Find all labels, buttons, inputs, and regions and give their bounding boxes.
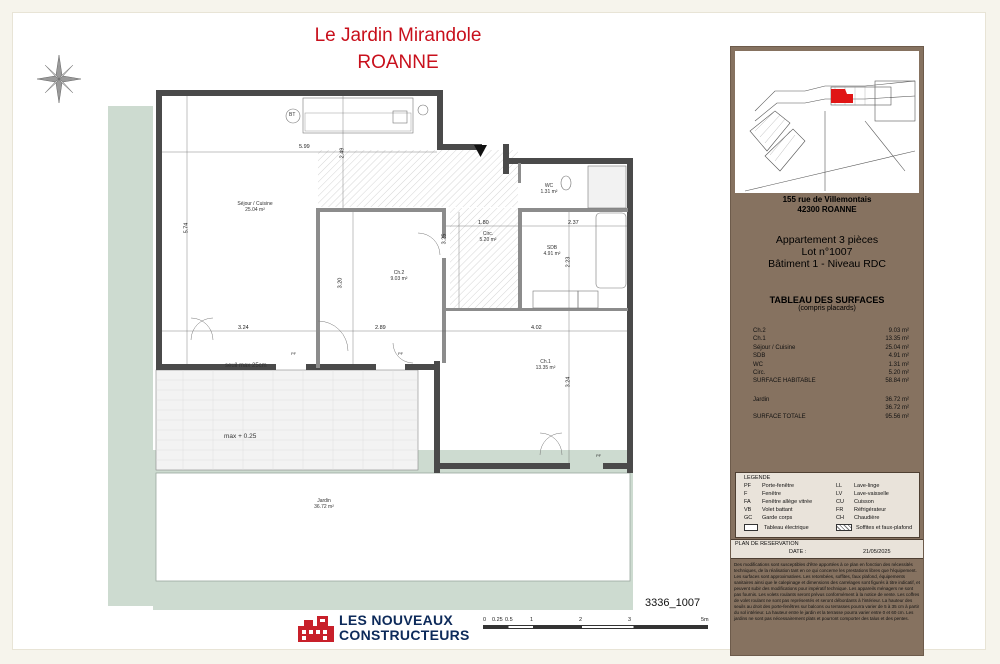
disclaimer-notes: Des modifications sont susceptibles d'être apportées à ce plan en fonction des nécessités techniques, de la réalisation tant en ce qui concerne les prestations libres que l'équipement. Les surfaces sont approximatives. Les retombées, soffites, faux plafond, équipements sanitaires ainsi que le calepinage et dimensions des carrelages sont figurés à titre indicatif, et peuvent subir des modifications pour impératif technique. Les appareils ménagers ne sont pas fournis. Les volets roulants seront prévus conformément à la notice de vente. Les coffres de volet roulant ne sont pas représentés et seront débordants à l'intérieur. La hauteur des seuils au droit des porte-fenêtres sur balcons ou terrasses pourra varier de 5 à 35 cm à partir du sol intérieur. La hauteur entre le jardin et la terrasse pourra varier entre 0 et 60 cm. Les jardins ne sont pas nécessairement plats et pourront comporter des talus et des pentes. — [734, 562, 920, 621]
legend-item: PF Porte-fenêtre — [744, 483, 795, 489]
room-label-jardin: Jardin 36.72 m² — [314, 498, 334, 510]
address-block: 155 rue de Villemontais 42300 ROANNE — [782, 195, 872, 214]
soffit-hatch-icon — [836, 524, 852, 531]
bt-label: BT — [289, 112, 296, 118]
room-label-ch2: Ch.2 9.03 m² — [390, 270, 408, 282]
dimension-label: 3.25 — [441, 233, 448, 245]
pf-label: PF — [291, 351, 297, 356]
dimension-label: 3.24 — [238, 325, 249, 331]
dimension-label: 3.24 — [565, 376, 572, 388]
legend-item: FA Fenêtre allège vitrée — [744, 499, 813, 505]
table-row: SURFACE TOTALE 95.56 m² — [753, 413, 909, 420]
pf-label: PF — [398, 351, 404, 356]
electrical-panel-icon — [744, 524, 758, 531]
project-title: Le Jardin Mirandole — [314, 25, 482, 46]
legend-item: Tableau électrique — [744, 524, 809, 531]
table-row: Séjour / Cuisine 25.04 m² — [753, 344, 909, 351]
room-label-ch1: Ch.1 13.35 m² — [535, 359, 556, 371]
terrace-height-label: max + 0.25 — [224, 433, 257, 440]
legend-item: VB Volet battant — [744, 507, 793, 513]
surfaces-table — [753, 327, 909, 421]
dimension-label: 3.20 — [337, 277, 344, 289]
info-panel — [730, 46, 924, 656]
legend-item: Soffites et faux-plafond — [836, 524, 912, 531]
logo-building-icon — [298, 616, 334, 642]
floor-plan — [13, 13, 713, 649]
legend — [735, 472, 920, 538]
room-label-circ: Circ. 5.20 m² — [479, 231, 497, 243]
table-row: 36.72 m² — [885, 405, 909, 412]
room-label-sejour: Séjour / Cuisine 25.04 m² — [237, 201, 273, 213]
legend-item: CU Cuisson — [836, 499, 874, 505]
table-row: Jardin 36.72 m² — [753, 396, 909, 403]
site-plan-thumbnail — [735, 51, 919, 193]
dimension-label: 4.02 — [531, 325, 542, 331]
legend-title: LEGENDE — [744, 475, 771, 481]
legend-item: GC Garde corps — [744, 515, 793, 521]
plan-sheet — [13, 13, 985, 649]
plan-type-label: PLAN DE RESERVATION — [735, 541, 799, 547]
apartment-block: Appartement 3 pièces Lot n°1007 Bâtiment 1 - Niveau RDC — [768, 234, 886, 270]
table-row: WC 1.31 m² — [753, 361, 909, 368]
legend-item: FR Réfrigérateur — [836, 507, 887, 513]
legend-item: LL Lave-linge — [836, 483, 880, 489]
dimension-label: 2.89 — [375, 325, 386, 331]
project-city: ROANNE — [357, 52, 439, 73]
dimension-label: 5.74 — [183, 222, 190, 234]
dimension-label: 2.37 — [568, 220, 579, 226]
dimension-label: 2.23 — [565, 256, 572, 268]
room-label-sdb: SDB 4.91 m² — [543, 245, 561, 257]
date-label: DATE : — [789, 549, 807, 555]
date-value: 21/05/2025 — [863, 549, 891, 555]
scale-bar: 0 0.25 0.5 1 2 3 5m — [483, 611, 715, 641]
plan-reference: 3336_1007 — [645, 597, 701, 609]
dimension-label: 1.80 — [478, 220, 489, 226]
pf-label: PF — [596, 453, 602, 458]
room-label-wc: WC 1.31 m² — [540, 183, 558, 195]
dimension-label: 5.99 — [299, 144, 310, 150]
table-row: Circ. 5.20 m² — [753, 369, 909, 376]
surfaces-table-title: TABLEAU DES SURFACES — [769, 295, 885, 305]
table-row: Ch.2 9.03 m² — [753, 328, 909, 334]
surfaces-table-subtitle: (compris placards) — [798, 305, 856, 312]
table-row: SDB 4.91 m² — [753, 353, 909, 360]
company-logo: LES NOUVEAUX CONSTRUCTEURS — [298, 611, 498, 643]
table-row: SURFACE HABITABLE 58.84 m² — [753, 378, 909, 385]
seuil-label: seuil max 25cm — [225, 363, 267, 369]
legend-item: LV Lave-vaisselle — [836, 491, 889, 497]
table-row: Ch.1 13.35 m² — [753, 336, 909, 343]
legend-item: F Fenêtre — [744, 491, 781, 497]
dimension-label: 2.49 — [339, 147, 346, 159]
legend-item: CH Chaudière — [836, 515, 880, 521]
reservation-info — [731, 539, 923, 559]
